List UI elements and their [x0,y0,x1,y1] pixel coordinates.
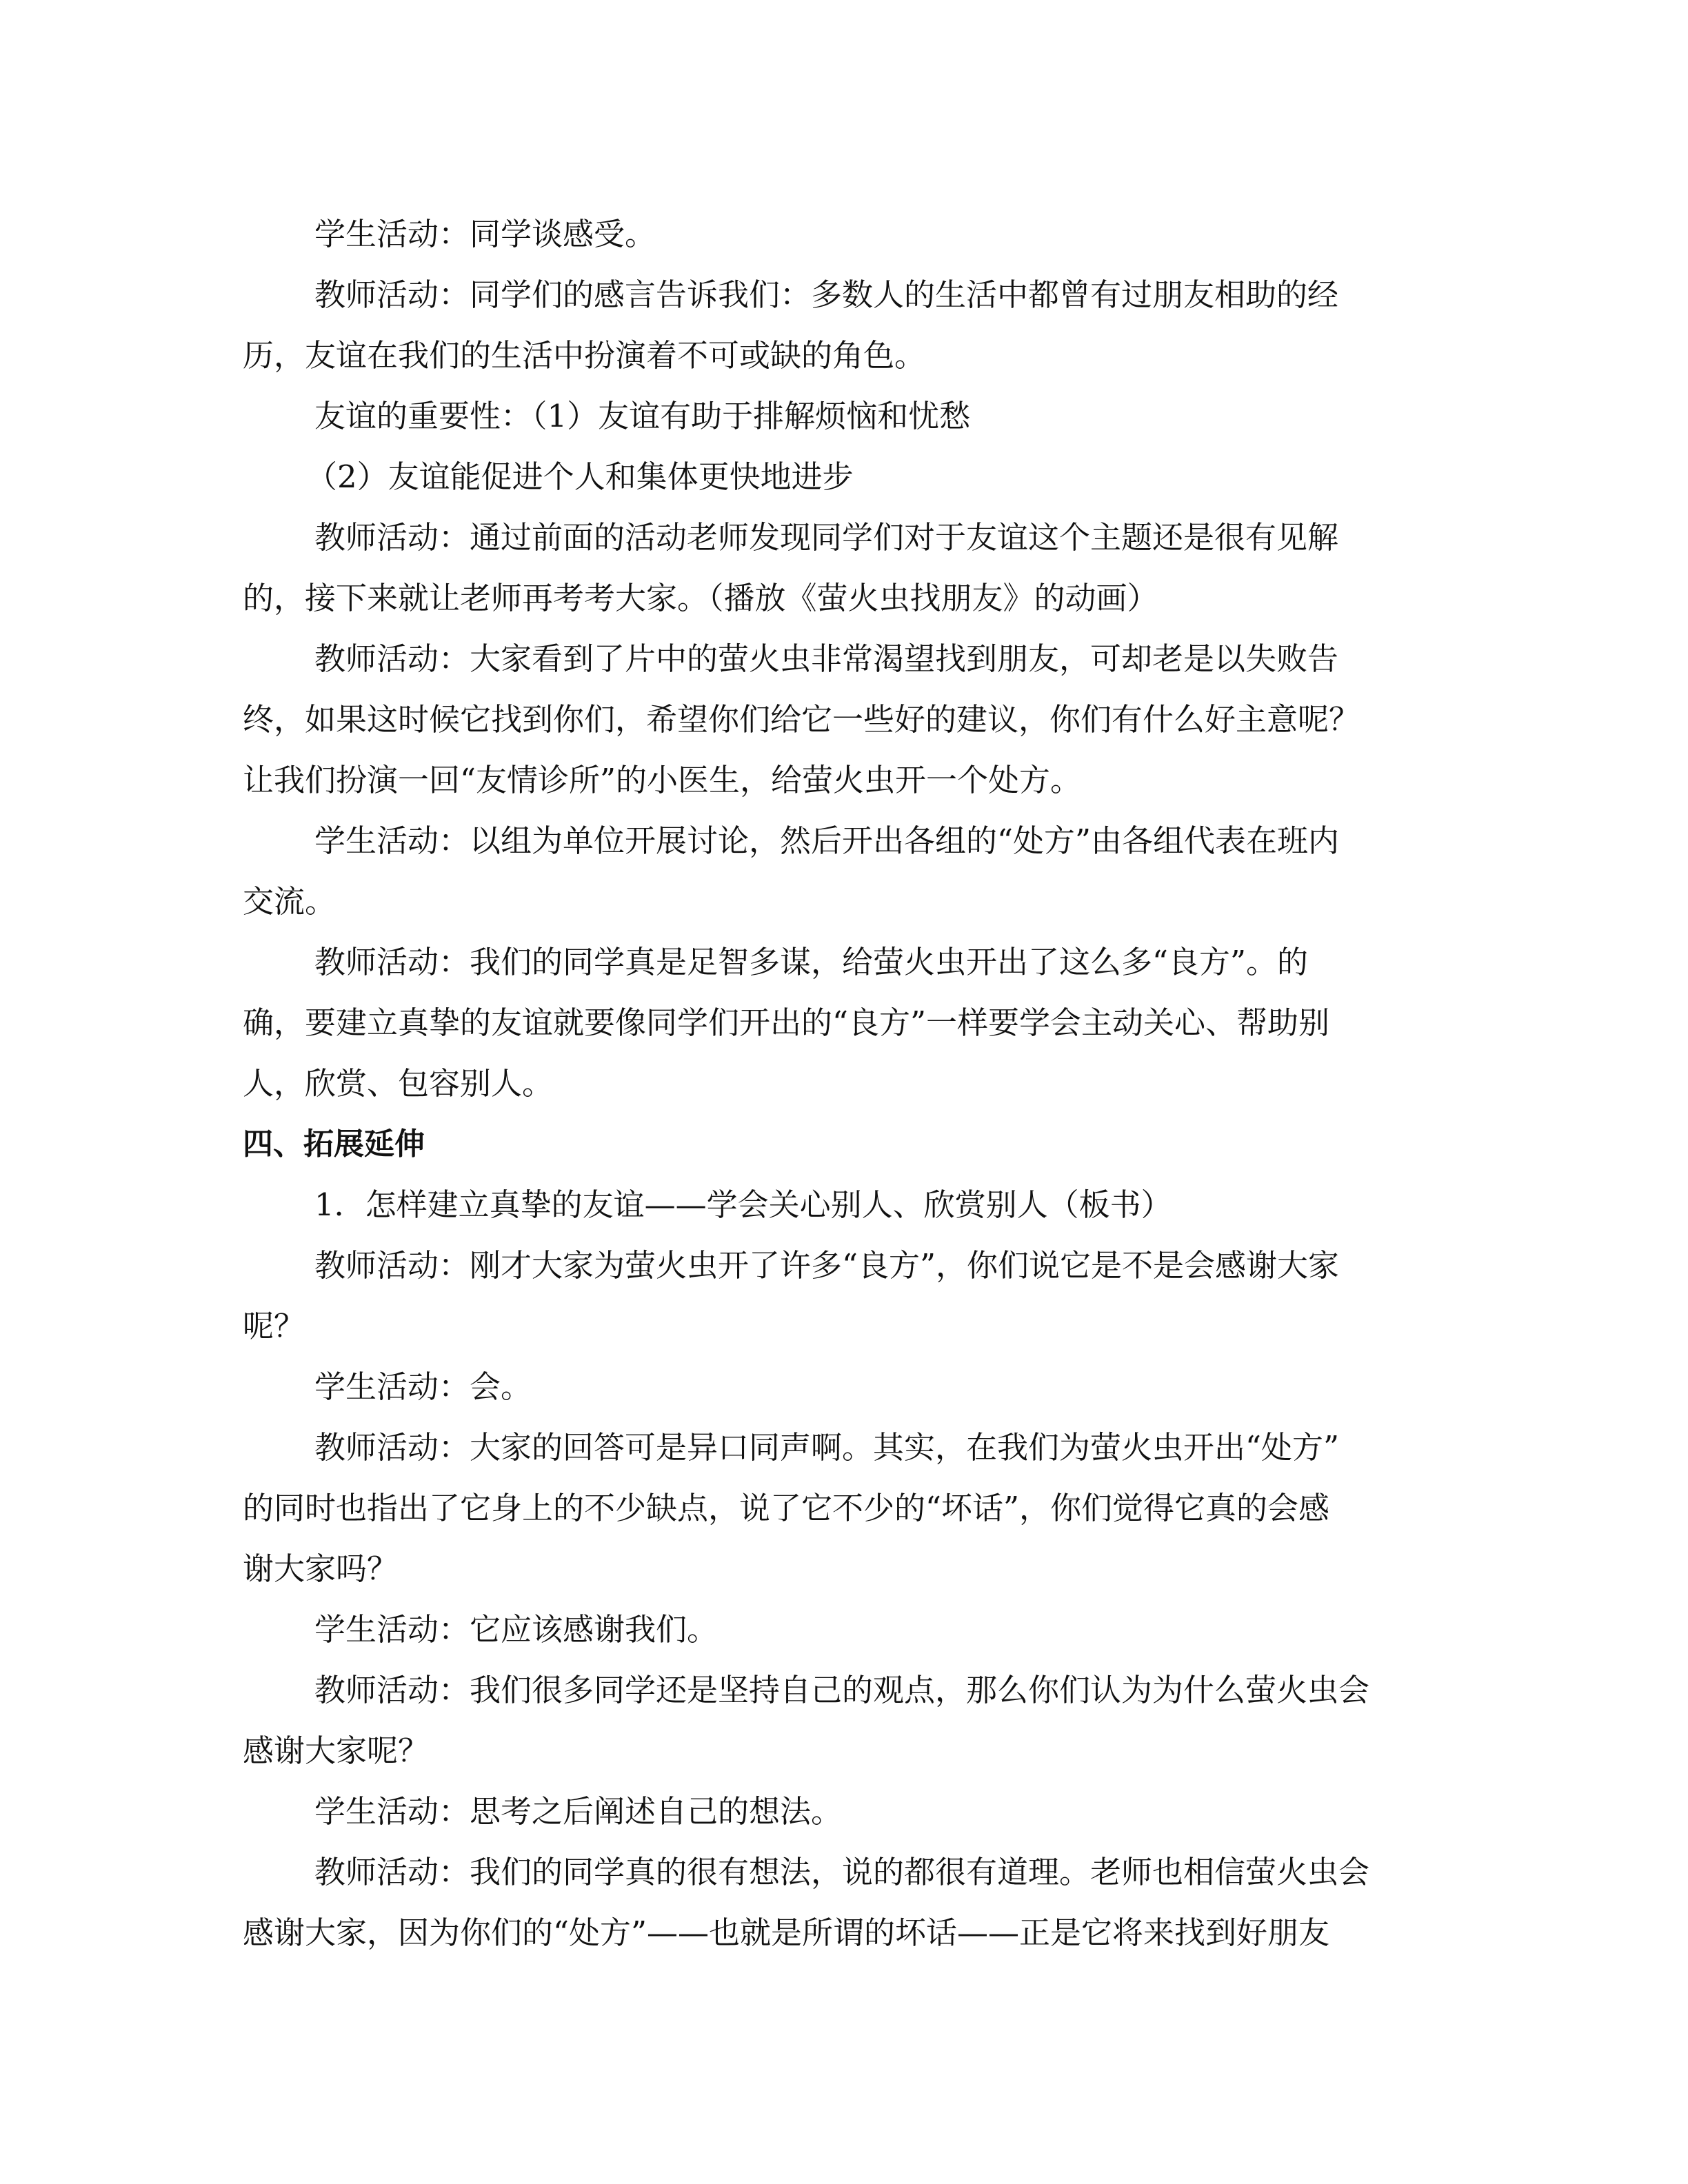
paragraph-line: 教师活动：大家的回答可是异口同声啊。其实，在我们为萤火虫开出“处方” [314,1429,1340,1466]
paragraph-line: 教师活动：大家看到了片中的萤火虫非常渴望找到朋友，可却老是以失败告 [314,640,1339,677]
paragraph-line: 确，要建立真挚的友谊就要像同学们开出的“良方”一样要学会主动关心、帮助别 [243,1004,1330,1041]
paragraph-line: 1．怎样建立真挚的友谊——学会关心别人、欣赏别人（板书） [314,1186,1172,1223]
section-heading: 四、拓展延伸 [243,1126,425,1162]
paragraph-line: 友谊的重要性：（1）友谊有助于排解烦恼和忧愁 [314,398,971,434]
paragraph-line: 教师活动：刚才大家为萤火虫开了许多“良方”，你们说它是不是会感谢大家 [314,1247,1340,1284]
paragraph-line: 教师活动：通过前面的活动老师发现同学们对于友谊这个主题还是很有见解 [314,519,1339,556]
paragraph-line: 人，欣赏、包容别人。 [243,1065,554,1102]
paragraph-line: 历，友谊在我们的生活中扮演着不可或缺的角色。 [243,337,926,374]
paragraph-line: 学生活动：它应该感谢我们。 [314,1611,719,1648]
paragraph-line: 学生活动：思考之后阐述自己的想法。 [314,1793,843,1830]
paragraph-line: 让我们扮演一回“友情诊所”的小医生，给萤火虫开一个处方。 [243,762,1082,798]
paragraph-line: 教师活动：我们的同学真的很有想法，说的都很有道理。老师也相信萤火虫会 [314,1854,1370,1890]
paragraph-line: 教师活动：我们很多同学还是坚持自己的观点，那么你们认为为什么萤火虫会 [314,1672,1370,1708]
paragraph-line: 交流。 [243,883,336,920]
paragraph-line: 感谢大家，因为你们的“处方”——也就是所谓的坏话——正是它将来找到好朋友 [243,1914,1330,1951]
paragraph-line: 学生活动：以组为单位开展讨论，然后开出各组的“处方”由各组代表在班内 [314,822,1340,859]
paragraph-line: 谢大家吗？ [243,1550,399,1587]
paragraph-line: 的，接下来就让老师再考考大家。（播放《萤火虫找朋友》的动画） [243,580,1158,616]
paragraph-line: 呢？ [243,1308,305,1344]
paragraph-line: 学生活动：会。 [314,1368,532,1405]
paragraph-line: 教师活动：同学们的感言告诉我们：多数人的生活中都曾有过朋友相助的经 [314,276,1339,313]
paragraph-line: 学生活动：同学谈感受。 [314,216,656,252]
paragraph-line: 的同时也指出了它身上的不少缺点，说了它不少的“坏话”，你们觉得它真的会感 [243,1490,1330,1526]
document-body [243,204,1440,1963]
paragraph-line: 终，如果这时候它找到你们，希望你们给它一些好的建议，你们有什么好主意呢？ [243,701,1360,738]
paragraph-line: （2）友谊能促进个人和集体更快地进步 [306,458,854,495]
paragraph-line: 教师活动：我们的同学真是足智多谋，给萤火虫开出了这么多“良方”。的 [314,944,1309,980]
paragraph-line: 感谢大家呢？ [243,1732,430,1769]
